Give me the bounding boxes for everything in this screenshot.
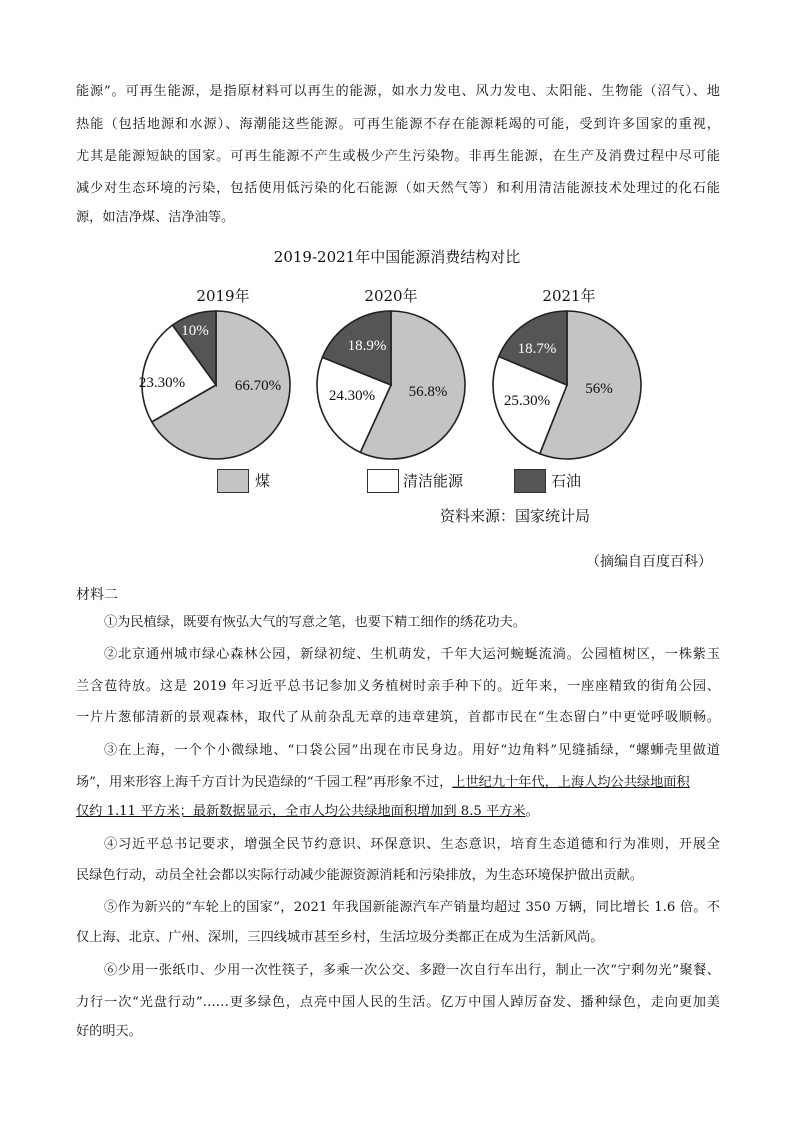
- chart-year-label: 2021年: [542, 287, 596, 305]
- pie-data-label: 18.7%: [517, 341, 557, 357]
- paragraph-2-line: ②北京通州城市绿心森林公园，新绿初绽、生机萌发，千年大运河蜿蜒流淌。公园植树区，一株紫玉: [104, 647, 720, 662]
- chart-title: 2019-2021年中国能源消费结构对比: [273, 248, 521, 266]
- underlined-text: 仅约 1.11 平方米；最新数据显示，全市人均公共绿地面积增加到 8.5 平方米: [76, 804, 526, 819]
- intro-line: 热能（包括地源和水源）、海潮能这些能源。可再生能源不存在能源耗竭的可能，受到许多国家的重视，: [76, 117, 720, 132]
- paragraph-3-text: 场”，用来形容上海千方百计为民造绿的“千园工程”再形象不过，: [76, 775, 453, 790]
- pie-data-label: 24.30%: [328, 388, 376, 404]
- paragraph-3-line: [76, 802, 720, 822]
- legend-label-coal: 煤: [255, 472, 271, 490]
- pie-data-label: 66.70%: [234, 378, 282, 394]
- chart-source: 资料来源：国家统计局: [440, 507, 591, 525]
- paragraph-3-line: [76, 773, 720, 793]
- paragraph-6-line: ⑥少用一张纸巾、少用一次性筷子，多乘一次公交、多蹬一次自行车出行，制止一次“宁剩勿光”聚餐、: [104, 963, 720, 978]
- citation-note: （摘编自百度百科）: [586, 554, 712, 570]
- intro-line: 减少对生态环境的污染，包括使用低污染的化石能源（如天然气等）和利用清洁能源技术处理过的化石能: [76, 181, 720, 196]
- paragraph-3-line: ③在上海，一个个小微绿地、“口袋公园”出现在市民身边。用好“边角料”见缝插绿，“螺蛳壳里做道: [104, 743, 720, 758]
- legend-label-oil: 石油: [551, 472, 582, 490]
- chart-year-label: 2020年: [364, 287, 418, 305]
- pie-data-label: 18.9%: [347, 338, 387, 354]
- paragraph-4-line: 民绿色行动，动员全社会都以实际行动减少能源资源消耗和污染排放，为生态环境保护做出贡献。: [76, 868, 644, 883]
- intro-line: 能源”。可再生能源，是指原材料可以再生的能源，如水力发电、风力发电、太阳能、生物能（沼气）、地: [76, 84, 720, 99]
- section-heading: 材料二: [76, 587, 118, 603]
- pie-data-label: 10%: [181, 323, 209, 339]
- pie-data-label: 56%: [585, 381, 613, 397]
- chart-year-label: 2019年: [196, 287, 250, 305]
- underlined-text: 上世纪九十年代，上海人均公共绿地面积: [452, 775, 690, 790]
- intro-line: 尤其是能源短缺的国家。可再生能源不产生或极少产生污染物。非再生能源，在生产及消费过程中尽可能: [76, 149, 720, 164]
- legend-label-clean: 清洁能源: [403, 472, 464, 490]
- paragraph-6-line: 力行一次“光盘行动”……更多绿色，点亮中国人民的生活。亿万中国人踔厉奋发、播种绿色，走向更加美: [76, 995, 720, 1010]
- legend-swatch-clean: [367, 469, 399, 493]
- paragraph-2-line: 一片片葱郁清新的景观森林，取代了从前杂乱无章的违章建筑，首都市民在“生态留白”中更觉呼吸顺畅。: [76, 710, 720, 725]
- paragraph-6-line: 好的明天。: [76, 1024, 142, 1039]
- legend-swatch-oil: [514, 469, 546, 493]
- paragraph-1: ①为民植绿，既要有恢弘大气的写意之笔，也要下精工细作的绣花功夫。: [104, 615, 526, 630]
- paragraph-4-line: ④习近平总书记要求，增强全民节约意识、环保意识、生态意识，培育生态道德和行为准则，开展全: [104, 837, 720, 852]
- paragraph-2-line: 兰含苞待放。这是 2019 年习近平总书记参加义务植树时亲手种下的。近年来，一座座精致的街角公园、: [76, 679, 720, 694]
- intro-line: 源，如洁净煤、洁净油等。: [76, 210, 235, 225]
- pie-data-label: 25.30%: [503, 393, 551, 409]
- paragraph-5-line: 仅上海、北京、广州、深圳，三四线城市甚至乡村，生活垃圾分类都正在成为生活新风尚。: [76, 930, 604, 945]
- pie-data-label: 23.30%: [138, 375, 186, 391]
- pie-data-label: 56.8%: [408, 384, 448, 400]
- paragraph-5-line: ⑤作为新兴的“车轮上的国家”，2021 年我国新能源汽车产销量均超过 350 万辆，同比增长 1.6 倍。不: [104, 900, 720, 915]
- legend-swatch-coal: [217, 469, 249, 493]
- paragraph-3-text: 。: [525, 804, 539, 819]
